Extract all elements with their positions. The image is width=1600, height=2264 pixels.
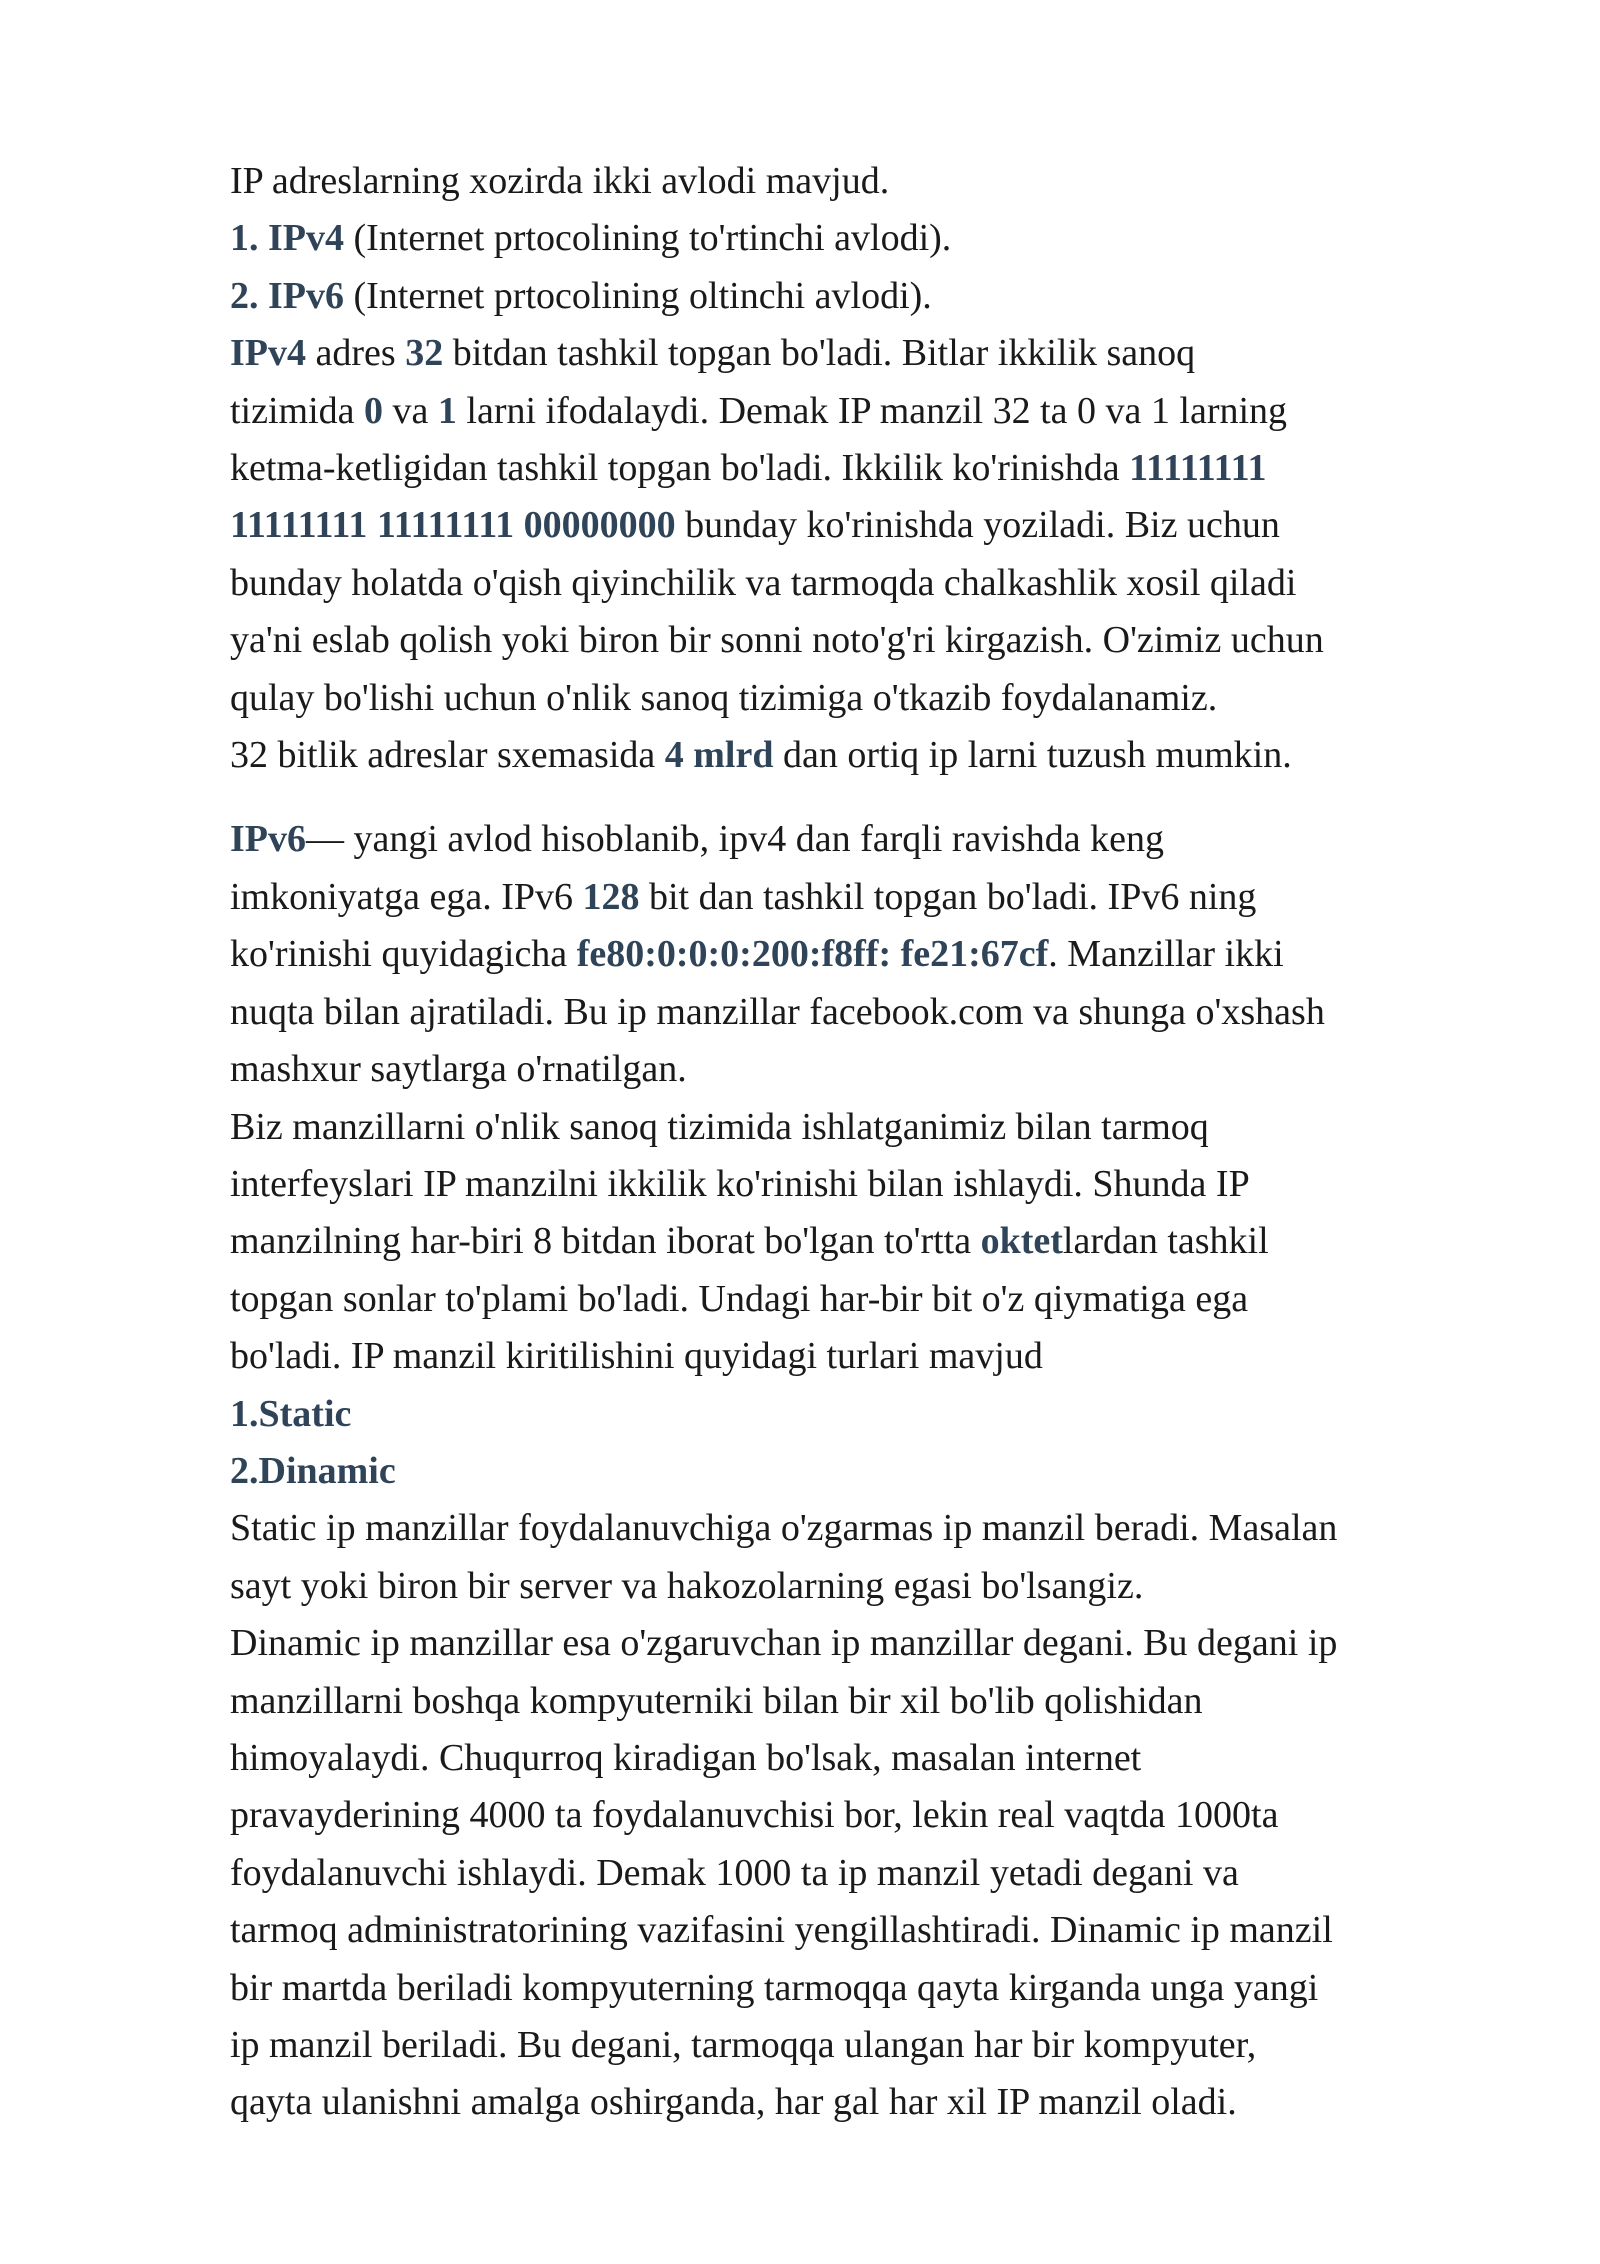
text-line [230,1845,1530,1902]
text-segment: va [383,389,438,432]
paragraph-gap [230,784,1530,811]
bold-term: IPv4 [268,217,344,260]
text-segment: qulay bo'lishi uchun o'nlik sanoq tizimiga o'tkazib foydalanamiz. [230,676,1218,719]
text-line [230,383,1530,440]
bold-term: IPv6 [230,818,306,861]
text-segment: IP adreslarning xozirda ikki avlodi mavjud. [230,160,890,202]
text-line [230,984,1530,1041]
text-segment: tizimida [230,389,365,432]
text-line [230,1041,1530,1098]
text-segment: Biz manzillarni o'nlik sanoq tizimida ishlatganimiz bilan tarmoq [230,1105,1209,1148]
text-segment: qayta ulanishni amalga oshirganda, har gal har xil IP manzil oladi. [230,2081,1237,2124]
text-line [230,2074,1530,2131]
paragraph-ipv6 [230,811,1530,2131]
text-line [230,1386,1530,1443]
bold-term: 11111111 [1129,447,1267,490]
text-segment: mashxur saytlarga o'rnatilgan. [230,1048,687,1091]
text-line [230,1960,1530,2017]
text-segment: ya'ni eslab qolish yoki biron bir sonni noto'g'ri kirgazish. O'zimiz uchun [230,619,1324,662]
text-line [230,325,1530,382]
text-segment: (Internet prtocolining to'rtinchi avlodi). [344,217,952,260]
text-segment: larni ifodalaydi. Demak IP manzil 32 ta 0 va 1 larning [456,389,1288,432]
text-line [230,1558,1530,1615]
text-line [230,612,1530,669]
text-line [230,268,1530,325]
text-line [230,1615,1530,1672]
text-segment: bitdan tashkil topgan bo'ladi. Bitlar ikkilik sanoq [443,332,1196,375]
text-segment: bo'ladi. IP manzil kiritilishini quyidagi turlari mavjud [230,1335,1043,1378]
text-line [230,1443,1530,1500]
text-line [230,1500,1530,1557]
text-line [230,1156,1530,1213]
bold-term: 32 [405,332,444,375]
text-segment: manzillarni boshqa kompyuterniki bilan bir xil bo'lib qolishidan [230,1679,1203,1722]
text-segment: adres [306,332,406,375]
text-segment: manzilning har-biri 8 bitdan iborat bo'lgan to'rtta [230,1220,981,1263]
paragraph-ipv4 [230,153,1530,784]
text-segment: ko'rinishi quyidagicha [230,933,577,976]
bold-term: 2. [230,274,268,317]
bold-term: 128 [582,875,640,918]
bold-term: 1.Static [230,1392,352,1435]
text-segment: Static ip manzillar foydalanuvchiga o'zgarmas ip manzil beradi. Masalan [230,1507,1338,1550]
text-segment: (Internet prtocolining oltinchi avlodi). [344,274,932,317]
text-line [230,210,1530,267]
text-line [230,555,1530,612]
text-line [230,153,1530,210]
text-line [230,1328,1530,1385]
text-line [230,1673,1530,1730]
text-segment: foydalanuvchi ishlaydi. Demak 1000 ta ip manzil yetadi degani va [230,1851,1239,1894]
bold-term: IPv6 [268,274,344,317]
text-segment: lardan tashkil [1062,1220,1269,1263]
text-segment: bir martda beriladi kompyuterning tarmoqqa qayta kirganda unga yangi [230,1966,1319,2009]
text-line [230,727,1530,784]
text-segment: — yangi avlod hisoblanib, ipv4 dan farqli ravishda keng [306,818,1164,861]
text-line [230,1271,1530,1328]
text-line [230,497,1530,554]
bold-term: fe80:0:0:0:200:f8ff: fe21:67cf [576,933,1049,976]
bold-term: 1 [437,389,457,432]
text-line [230,811,1530,868]
text-line [230,2017,1530,2074]
text-segment: tarmoq administratorining vazifasini yengillashtiradi. Dinamic ip manzil [230,1909,1333,1952]
text-segment: sayt yoki biron bir server va hakozolarning egasi bo'lsangiz. [230,1564,1144,1607]
bold-term: oktet [980,1220,1063,1263]
text-segment: bunday holatda o'qish qiyinchilik va tarmoqda chalkashlik xosil qiladi [230,561,1297,604]
text-segment: ip manzil beriladi. Bu degani, tarmoqqa ulangan har bir kompyuter, [230,2024,1257,2066]
text-segment: 32 bitlik adreslar sxemasida [230,734,665,777]
document-page [230,153,1530,2132]
bold-term: 2.Dinamic [230,1449,396,1492]
text-segment: nuqta bilan ajratiladi. Bu ip manzillar facebook.com va shunga o'xshash [230,990,1325,1033]
bold-term: 4 mlrd [664,734,774,777]
text-segment: dan ortiq ip larni tuzush mumkin. [773,734,1292,777]
text-segment: ketma-ketligidan tashkil topgan bo'ladi. Ikkilik ko'rinishda [230,447,1130,490]
text-segment: pravayderining 4000 ta foydalanuvchisi bor, lekin real vaqtda 1000ta [230,1794,1279,1837]
bold-term: 1. [230,217,268,260]
text-line [230,1730,1530,1787]
text-segment: bit dan tashkil topgan bo'ladi. IPv6 ning [639,875,1257,918]
bold-term: 11111111 11111111 00000000 [230,504,676,547]
bold-term: 0 [364,389,384,432]
text-segment: interfeyslari IP manzilni ikkilik ko'rinishi bilan ishlaydi. Shunda IP [230,1162,1250,1205]
text-line [230,1213,1530,1270]
text-line [230,1787,1530,1844]
text-segment: Dinamic ip manzillar esa o'zgaruvchan ip manzillar degani. Bu degani ip [230,1622,1338,1665]
text-segment: . Manzillar ikki [1048,933,1284,976]
text-line [230,440,1530,497]
text-line [230,1099,1530,1156]
text-line [230,670,1530,727]
text-segment: imkoniyatga ega. IPv6 [230,875,583,918]
text-segment: bunday ko'rinishda yoziladi. Biz uchun [675,504,1280,547]
text-line [230,926,1530,983]
bold-term: IPv4 [230,332,306,375]
text-line [230,869,1530,926]
text-segment: himoyalaydi. Chuqurroq kiradigan bo'lsak, masalan internet [230,1736,1142,1779]
text-line [230,1902,1530,1959]
text-segment: topgan sonlar to'plami bo'ladi. Undagi har-bir bit o'z qiymatiga ega [230,1277,1249,1320]
